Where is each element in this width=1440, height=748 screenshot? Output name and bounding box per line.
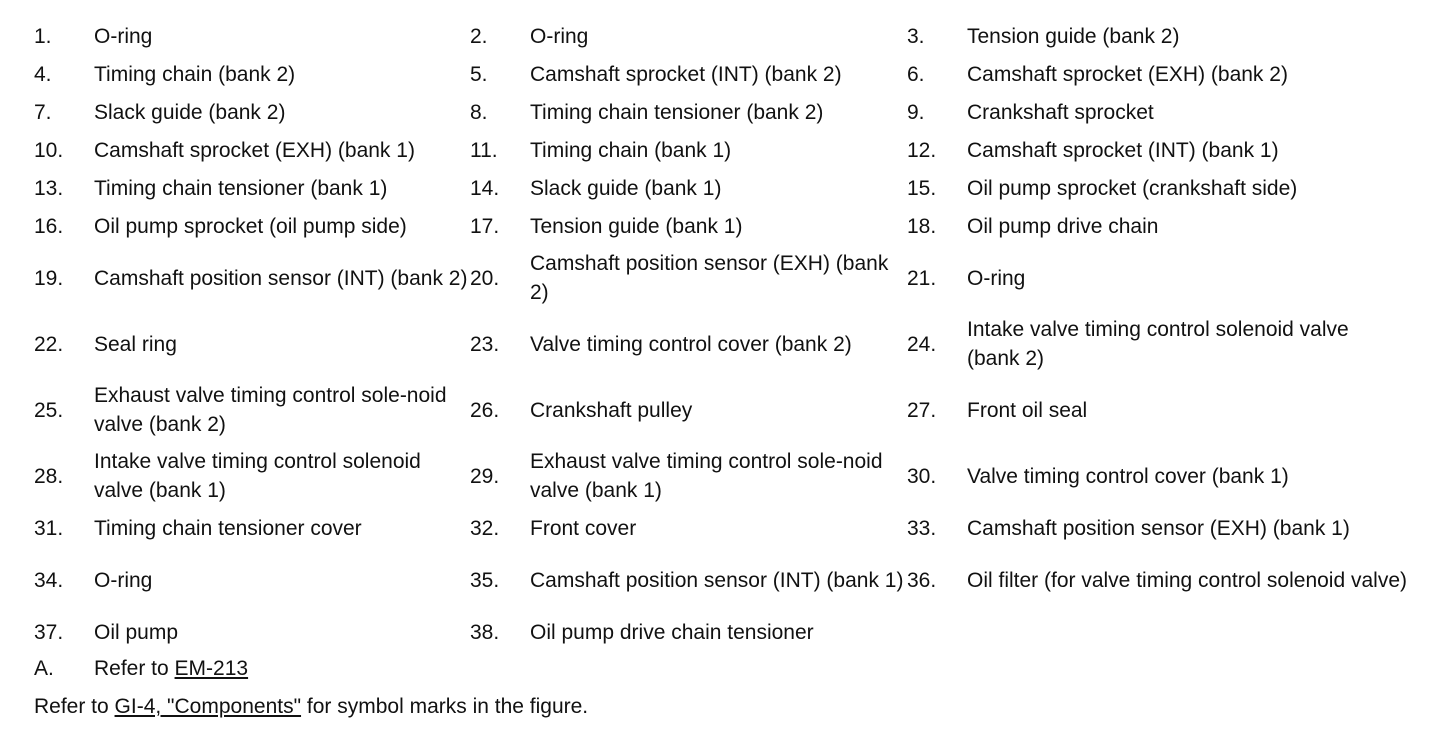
item-label: Seal ring [94, 332, 177, 356]
item-label: Camshaft position sensor (EXH) (bank 1) [967, 516, 1350, 540]
item-label: Oil pump [94, 620, 179, 644]
item-label: Exhaust valve timing control sole-noid valve (bank 2) [94, 384, 447, 436]
item-label: O-ring [94, 24, 153, 48]
item-number: 6. [907, 62, 925, 86]
item-number: 31. [34, 516, 64, 540]
legend-item-8 [470, 93, 907, 131]
item-number: 25. [34, 398, 64, 422]
item-label: Camshaft position sensor (EXH) (bank 2) [530, 252, 889, 304]
gi-4-components-link[interactable]: GI-4, "Components" [114, 695, 302, 718]
item-number: 1. [34, 24, 52, 48]
item-label: Oil pump sprocket (crankshaft side) [967, 176, 1298, 200]
item-number: 3. [907, 24, 925, 48]
legend-item-25 [34, 377, 470, 443]
item-label: Oil pump drive chain [967, 214, 1159, 238]
item-number: 27. [907, 398, 937, 422]
item-number: 4. [34, 62, 52, 86]
item-label: Timing chain (bank 2) [94, 62, 296, 86]
legend-item-19 [34, 245, 470, 311]
legend-item-31 [34, 509, 470, 547]
item-number: 33. [907, 516, 937, 540]
item-number: 9. [907, 100, 925, 124]
legend-item-4 [34, 55, 470, 93]
item-label: Timing chain tensioner (bank 1) [94, 176, 388, 200]
note-suffix: for symbol marks in the figure. [301, 695, 589, 718]
item-label: Valve timing control cover (bank 1) [967, 464, 1289, 488]
item-label: Slack guide (bank 2) [94, 100, 286, 124]
item-number: 2. [470, 24, 488, 48]
item-label: Camshaft position sensor (INT) (bank 2) [94, 266, 468, 290]
reference-a-prefix: Refer to [94, 657, 175, 680]
legend-item-22 [34, 311, 470, 377]
item-number: 34. [34, 568, 64, 592]
item-number: 11. [470, 138, 498, 162]
note-prefix: Refer to [34, 695, 115, 718]
item-number: 12. [907, 138, 937, 162]
item-number: 30. [907, 464, 937, 488]
item-label: O-ring [530, 24, 589, 48]
legend-item-18 [907, 207, 1407, 245]
reference-a [34, 654, 248, 683]
item-label: Valve timing control cover (bank 2) [530, 332, 852, 356]
item-number: 37. [34, 620, 64, 644]
legend-item-23 [470, 311, 907, 377]
legend-item-14 [470, 169, 907, 207]
symbol-marks-note [34, 692, 588, 721]
item-number: 19. [34, 266, 64, 290]
legend-item-16 [34, 207, 470, 245]
item-label: Tension guide (bank 1) [530, 214, 743, 238]
item-label: Camshaft sprocket (INT) (bank 1) [967, 138, 1279, 162]
item-number: 10. [34, 138, 64, 162]
item-label: Timing chain tensioner (bank 2) [530, 100, 824, 124]
item-label: O-ring [967, 266, 1026, 290]
item-number: 17. [470, 214, 500, 238]
legend-item-13 [34, 169, 470, 207]
legend-item-29 [470, 443, 907, 509]
item-label: O-ring [94, 568, 153, 592]
legend-item-26 [470, 377, 907, 443]
item-label: Tension guide (bank 2) [967, 24, 1180, 48]
legend-item-24 [907, 311, 1407, 377]
item-label: Oil pump sprocket (oil pump side) [94, 214, 407, 238]
legend-item-37 [34, 613, 470, 651]
legend-item-20 [470, 245, 907, 311]
legend-item-32 [470, 509, 907, 547]
parts-legend-grid [34, 17, 1407, 651]
item-number: 21. [907, 266, 937, 290]
legend-item-35 [470, 547, 907, 613]
legend-item-6 [907, 55, 1407, 93]
item-number: 15. [907, 176, 937, 200]
legend-item-15 [907, 169, 1407, 207]
item-label: Crankshaft pulley [530, 398, 693, 422]
item-number: 38. [470, 620, 500, 644]
item-label: Timing chain (bank 1) [530, 138, 732, 162]
reference-a-letter: A. [34, 657, 54, 680]
legend-item-9 [907, 93, 1407, 131]
item-label: Camshaft position sensor (INT) (bank 1) [530, 568, 904, 592]
item-number: 16. [34, 214, 64, 238]
legend-item-33 [907, 509, 1407, 547]
item-number: 28. [34, 464, 64, 488]
legend-item-36 [907, 547, 1407, 613]
item-label: Slack guide (bank 1) [530, 176, 722, 200]
item-number: 35. [470, 568, 500, 592]
item-label: Timing chain tensioner cover [94, 516, 362, 540]
item-number: 22. [34, 332, 64, 356]
legend-item-1 [34, 17, 470, 55]
item-number: 23. [470, 332, 500, 356]
item-label: Exhaust valve timing control sole-noid valve (bank 1) [530, 450, 883, 502]
item-label: Front oil seal [967, 398, 1088, 422]
item-number: 5. [470, 62, 488, 86]
item-label: Crankshaft sprocket [967, 100, 1154, 124]
item-label: Camshaft sprocket (INT) (bank 2) [530, 62, 842, 86]
item-number: 36. [907, 568, 937, 592]
item-number: 29. [470, 464, 500, 488]
legend-item-17 [470, 207, 907, 245]
item-number: 20. [470, 266, 500, 290]
item-number: 7. [34, 100, 52, 124]
item-number: 18. [907, 214, 937, 238]
legend-item-3 [907, 17, 1407, 55]
legend-item-27 [907, 377, 1407, 443]
item-number: 8. [470, 100, 488, 124]
item-number: 26. [470, 398, 500, 422]
item-number: 24. [907, 332, 937, 356]
legend-item-10 [34, 131, 470, 169]
item-label: Intake valve timing control solenoid valve (bank 2) [967, 318, 1349, 370]
legend-item-5 [470, 55, 907, 93]
legend-item-34 [34, 547, 470, 613]
item-number: 14. [470, 176, 500, 200]
item-label: Camshaft sprocket (EXH) (bank 2) [967, 62, 1288, 86]
legend-item-7 [34, 93, 470, 131]
em-213-link[interactable]: EM-213 [174, 657, 249, 680]
item-label: Oil pump drive chain tensioner [530, 620, 814, 644]
item-label: Front cover [530, 516, 637, 540]
item-label: Oil filter (for valve timing control solenoid valve) [967, 568, 1407, 592]
legend-item-2 [470, 17, 907, 55]
item-number: 32. [470, 516, 500, 540]
item-label: Camshaft sprocket (EXH) (bank 1) [94, 138, 415, 162]
item-number: 13. [34, 176, 64, 200]
legend-item-38 [470, 613, 907, 651]
legend-item-12 [907, 131, 1407, 169]
item-label: Intake valve timing control solenoid valve (bank 1) [94, 450, 421, 502]
legend-item-30 [907, 443, 1407, 509]
legend-item-21 [907, 245, 1407, 311]
legend-item-11 [470, 131, 907, 169]
legend-item-28 [34, 443, 470, 509]
